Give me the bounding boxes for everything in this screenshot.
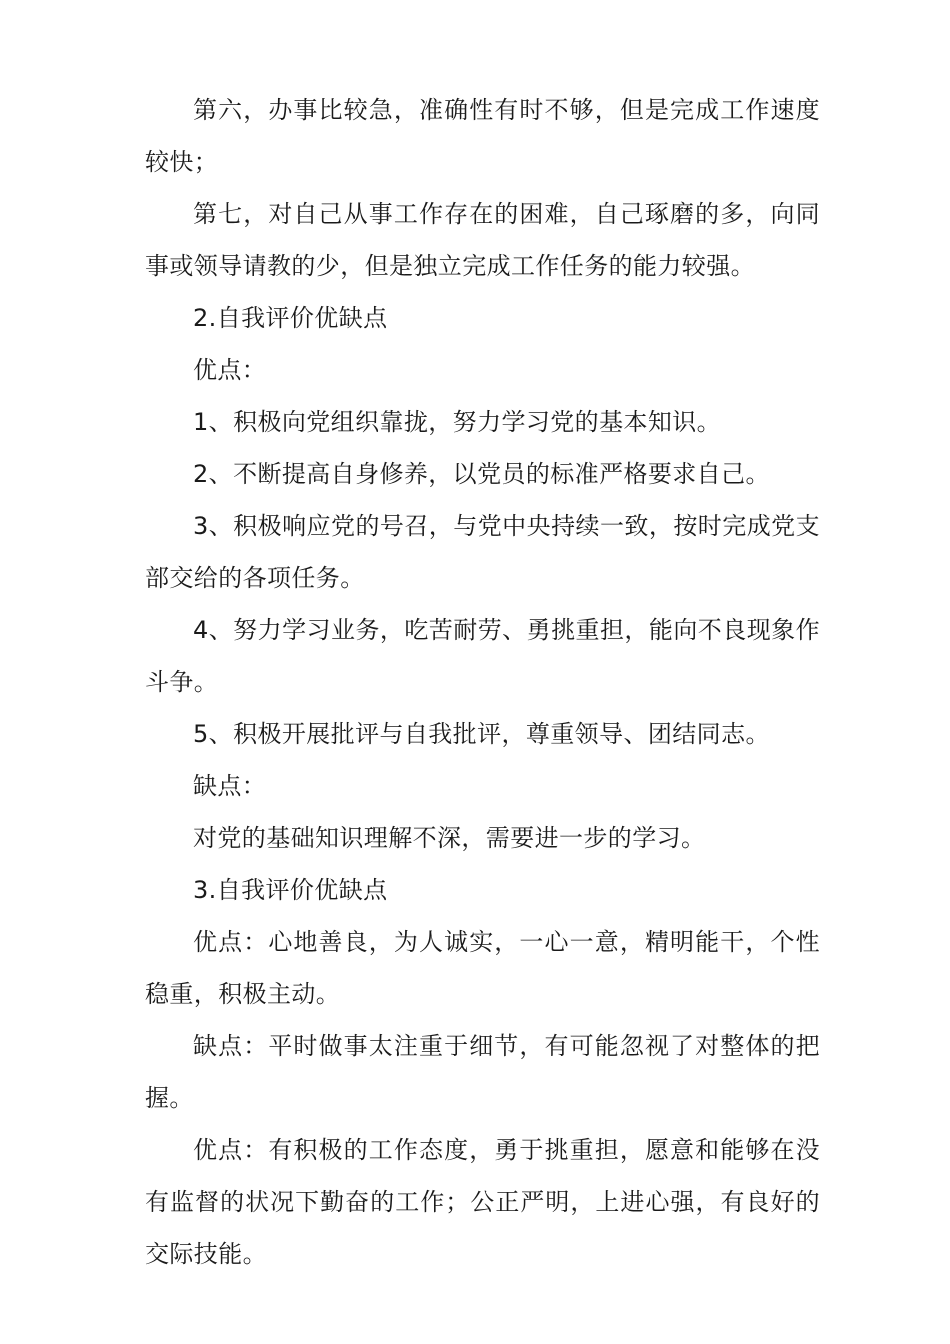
advantages-paragraph: 优点：心地善良，为人诚实，一心一意，精明能干，个性稳重，积极主动。 bbox=[145, 928, 820, 1008]
disadvantages-label: 缺点： bbox=[193, 772, 267, 800]
list-item-4: 4、努力学习业务，吃苦耐劳、勇挑重担，能向不良现象作斗争。 bbox=[145, 616, 820, 696]
list-item-3: 3、积极响应党的号召，与党中央持续一致，按时完成党支部交给的各项任务。 bbox=[145, 512, 820, 592]
section-heading-3: 3.自我评价优缺点 bbox=[193, 876, 388, 904]
section-heading-2: 2.自我评价优缺点 bbox=[193, 304, 388, 332]
list-item-5: 5、积极开展批评与自我批评，尊重领导、团结同志。 bbox=[193, 720, 770, 748]
paragraph-item-6: 第六，办事比较急，准确性有时不够，但是完成工作速度较快； bbox=[145, 96, 820, 176]
paragraph-item-7: 第七，对自己从事工作存在的困难，自己琢磨的多，向同事或领导请教的少，但是独立完成工作任务的能力较强。 bbox=[145, 200, 820, 280]
list-item-2: 2、不断提高自身修养，以党员的标准严格要求自己。 bbox=[193, 460, 770, 488]
disadvantage-text: 对党的基础知识理解不深，需要进一步的学习。 bbox=[193, 824, 706, 852]
advantages-paragraph-2: 优点：有积极的工作态度，勇于挑重担，愿意和能够在没有监督的状况下勤奋的工作；公正严明，上进心强，有良好的交际技能。 bbox=[145, 1136, 820, 1268]
document-body bbox=[145, 84, 820, 1280]
advantages-label: 优点： bbox=[193, 356, 267, 384]
list-item-1: 1、积极向党组织靠拢，努力学习党的基本知识。 bbox=[193, 408, 722, 436]
disadvantages-paragraph: 缺点：平时做事太注重于细节，有可能忽视了对整体的把握。 bbox=[145, 1032, 820, 1112]
